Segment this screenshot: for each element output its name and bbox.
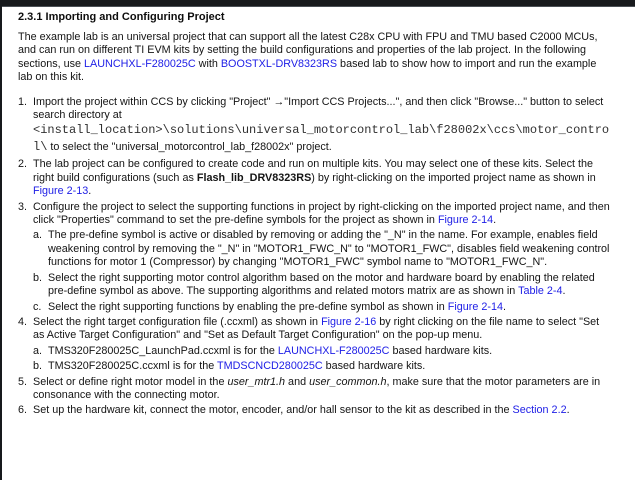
list-marker: 4.	[18, 315, 28, 328]
left-window-border	[0, 0, 2, 480]
list-item	[18, 316, 612, 343]
cross-reference-link[interactable]: Figure 2-14	[437, 214, 494, 227]
text-run: .	[88, 185, 92, 198]
text-run: to select the "universal_motorcontrol_lab_f28002x" project.	[47, 141, 332, 154]
text-run: Select the right supporting motor control algorithm based on the motor and hardware board by enabling the related pre-define symbol as above. The supporting algorithms and related motors matrix are as shown in	[48, 271, 598, 298]
text-run: Import the project within CCS by clicking "Project"	[33, 95, 274, 108]
cross-reference-link[interactable]: Section 2.2	[512, 404, 567, 417]
code-path-text: <install_location>\solutions\universal_motorcontrol_lab\f28002x\ccs\motor_control\	[33, 123, 610, 155]
text-run: .	[502, 300, 506, 313]
cross-reference-link[interactable]: Figure 2-13	[33, 185, 89, 198]
list-item	[18, 96, 612, 157]
list-marker: b.	[33, 271, 43, 284]
text-run: .	[562, 285, 566, 298]
text-run: user_common.h	[309, 375, 387, 388]
cross-reference-link[interactable]: LAUNCHXL-F280025C	[277, 344, 390, 357]
list-marker: 3.	[18, 200, 28, 213]
text-run: Configure the project to select the supporting functions in project by right-clicking on the imported project name, and then click "Properties" command to set the pre-define symbols for the project as shown in	[33, 200, 613, 227]
list-marker: b.	[33, 360, 43, 373]
paragraph	[18, 31, 612, 85]
cross-reference-link[interactable]: Figure 2-14	[447, 300, 503, 313]
list-marker: c.	[33, 300, 42, 313]
list-marker: 1.	[18, 95, 28, 108]
text-run: The example lab is an universal project that can support all the latest C28x CPU with FPU and TMU based C2000 MCUs, and can run on different TI EVM kits by setting the build configurations and properties of the lab project. In the following sections, use	[18, 31, 601, 70]
text-run: .	[493, 214, 497, 227]
text-run: "Import CCS Projects...", and then click "Browse..." button to select search directory at	[33, 95, 607, 122]
list-item	[18, 404, 612, 417]
cross-reference-link[interactable]: LAUNCHXL-F280025C	[84, 57, 196, 70]
text-run: Select or define right motor model in the	[33, 375, 228, 388]
section-content	[18, 31, 612, 418]
cross-reference-link[interactable]: Table 2-4	[518, 285, 563, 298]
list-marker: 2.	[18, 158, 28, 171]
cross-reference-link[interactable]: TMDSCNCD280025C	[217, 360, 323, 373]
list-item	[18, 158, 612, 198]
text-run: with	[195, 57, 221, 70]
text-run: Set up the hardware kit, connect the motor, encoder, and/or hall sensor to the kit as described in the	[33, 404, 513, 417]
text-run: The pre-define symbol is active or disabled by removing or adding the "_N" in the name. For example, enables field weakening control by removing the "_N" in "MOTOR1_FWC_N" to "MOTOR1_FWC", disables field weakening control functions for motor 1 (Compressor) by changing "MOTOR1_FWC" symbol name to "MOTOR1_FWC_N".	[48, 229, 613, 269]
section-heading: 2.3.1 Importing and Configuring Project	[18, 11, 225, 23]
list-item	[18, 376, 612, 403]
text-run: TMS320F280025C_LaunchPad.ccxml is for the	[48, 344, 278, 357]
list-marker: 5.	[18, 375, 28, 388]
list-item	[18, 272, 612, 299]
top-toolbar-edge	[0, 0, 635, 7]
text-run: and	[285, 375, 310, 388]
list-item	[18, 301, 612, 314]
list-item	[18, 345, 612, 358]
cross-reference-link[interactable]: Figure 2-16	[321, 315, 377, 328]
text-run: →	[273, 95, 285, 108]
list-marker: a.	[33, 344, 43, 357]
text-run: Select the right target configuration file (.ccxml) as shown in	[33, 315, 322, 328]
text-run: Flash_lib_DRV8323RS	[196, 171, 312, 184]
text-run: based hardware kits.	[322, 360, 426, 373]
text-run: based lab to show how to import and run the example lab on this kit.	[18, 57, 600, 84]
text-run: , make sure that the motor parameters are in consonance with the connecting motor.	[33, 375, 604, 401]
list-item	[18, 201, 612, 228]
text-run: TMS320F280025C.ccxml is for the	[48, 360, 218, 373]
cross-reference-link[interactable]: BOOSTXL-DRV8323RS	[220, 57, 338, 70]
text-run: based hardware kits.	[389, 344, 493, 357]
text-run: ) by right-clicking on the imported project name as shown in	[311, 171, 599, 184]
list-item	[18, 229, 612, 269]
text-run: The lab project can be configured to create code and run on multiple kits. You may select one of these kits. Select the right build configurations (such as	[33, 158, 596, 184]
text-run: user_mtr1.h	[227, 375, 286, 388]
text-run: by right clicking on the file name to select "Set as Active Target Configuration" and "Set as Default Target Configuration" on the pop-up menu.	[33, 315, 603, 342]
text-run: Select the right supporting functions by enabling the pre-define symbol as shown in	[48, 300, 448, 313]
list-item	[18, 360, 612, 373]
document-body	[18, 10, 612, 418]
list-marker: a.	[33, 229, 43, 242]
text-run: .	[566, 404, 570, 417]
list-marker: 6.	[18, 404, 28, 417]
